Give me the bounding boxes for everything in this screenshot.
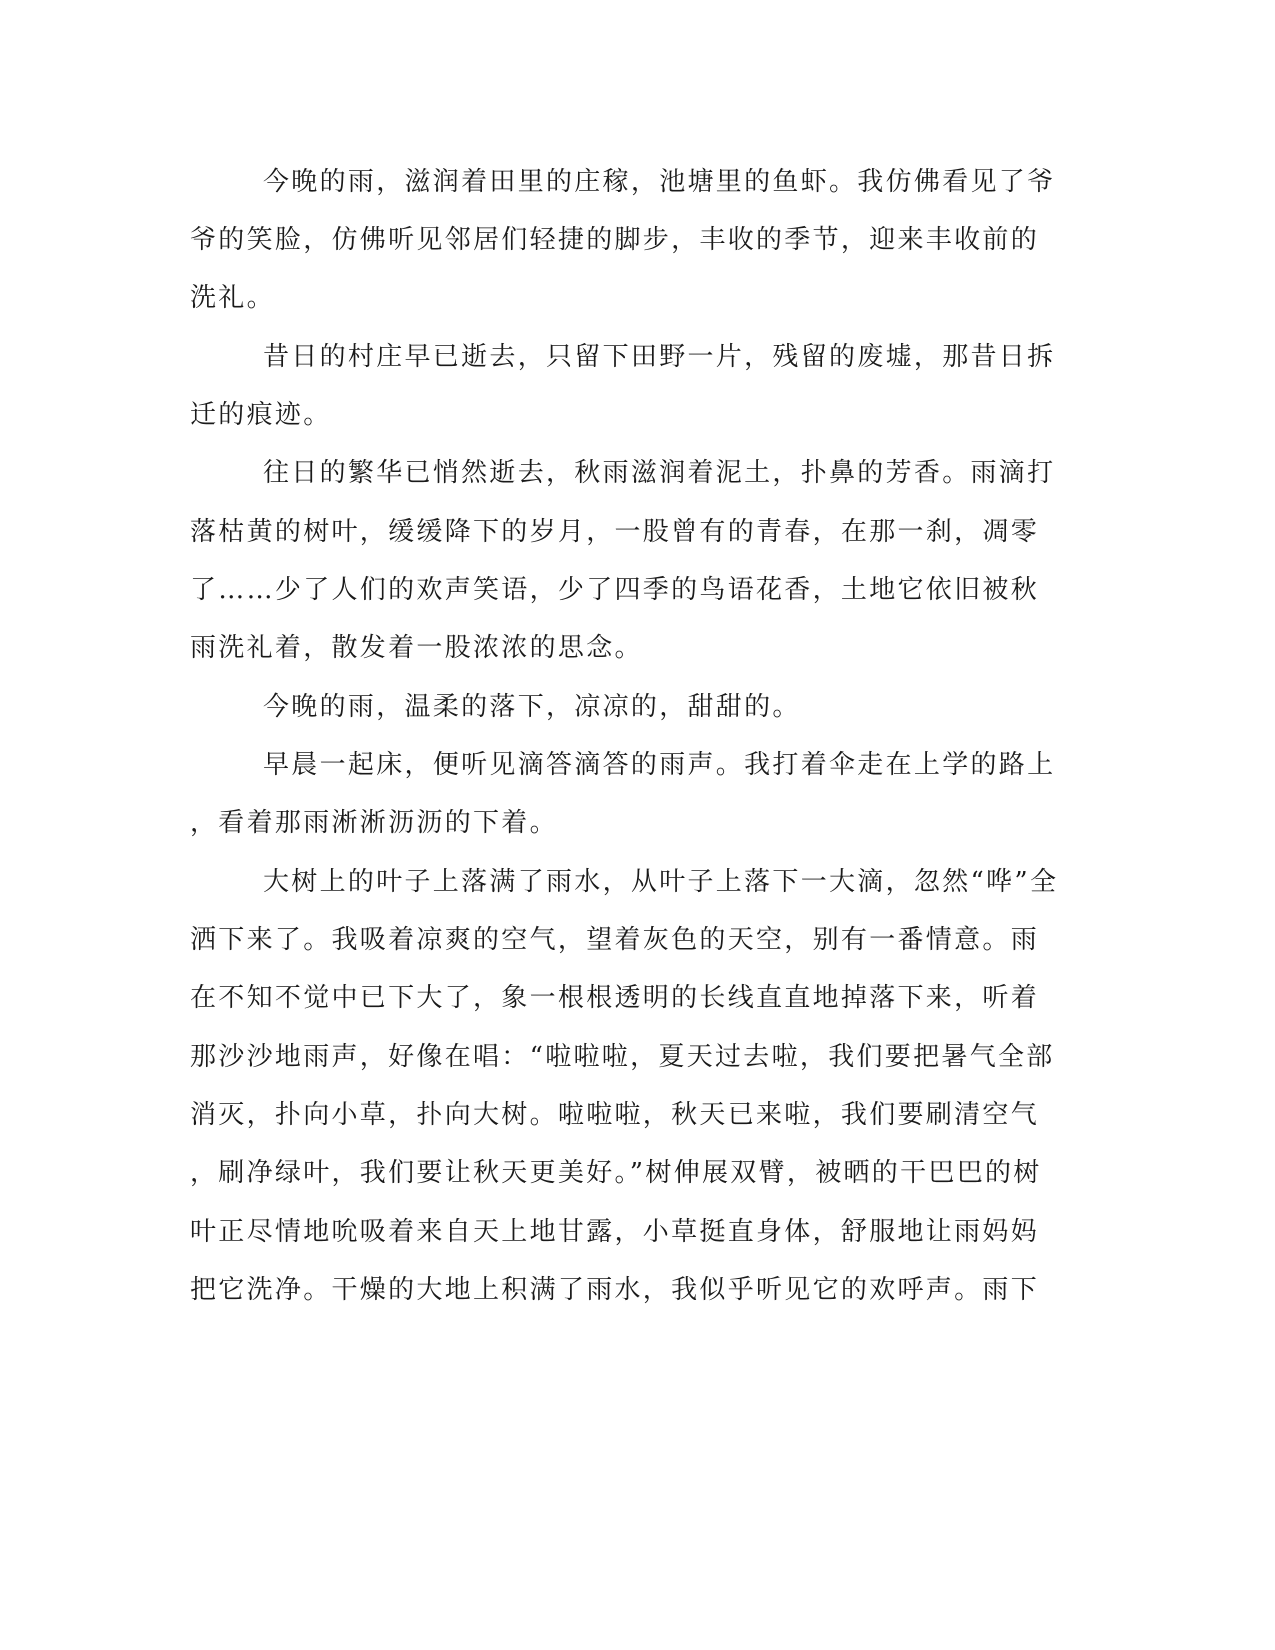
text-line: 在不知不觉中已下大了，象一根根透明的长线直直地掉落下来，听着	[190, 983, 1040, 1013]
text-line: 昔日的村庄早已逝去，只留下田野一片，残留的废墟，那昔日拆	[263, 342, 1056, 372]
text-line: ，刷净绿叶，我们要让秋天更美好。”树伸展双臂，被晒的干巴巴的树	[190, 1158, 1042, 1188]
text-line: 大树上的叶子上落满了雨水，从叶子上落下一大滴，忽然“哗”全	[263, 867, 1059, 897]
text-line: 雨洗礼着，散发着一股浓浓的思念。	[190, 633, 643, 663]
text-line: 了……少了人们的欢声笑语，少了四季的鸟语花香，土地它依旧被秋	[190, 575, 1040, 605]
text-line: 往日的繁华已悄然逝去，秋雨滋润着泥土，扑鼻的芳香。雨滴打	[263, 458, 1056, 488]
text-line: 今晚的雨，温柔的落下，凉凉的，甜甜的。	[263, 692, 801, 722]
text-line: 那沙沙地雨声，好像在唱：“啦啦啦，夏天过去啦，我们要把暑气全部	[190, 1042, 1055, 1072]
text-line: 叶正尽情地吮吸着来自天上地甘露，小草挺直身体，舒服地让雨妈妈	[190, 1217, 1040, 1247]
text-line: 洗礼。	[190, 283, 275, 313]
text-line: 落枯黄的树叶，缓缓降下的岁月，一股曾有的青春，在那一刹，凋零	[190, 517, 1040, 547]
text-line: 把它洗净。干燥的大地上积满了雨水，我似乎听见它的欢呼声。雨下	[190, 1275, 1040, 1305]
text-line: 爷的笑脸，仿佛听见邻居们轻捷的脚步，丰收的季节，迎来丰收前的	[190, 225, 1040, 255]
text-line: 洒下来了。我吸着凉爽的空气，望着灰色的天空，别有一番情意。雨	[190, 925, 1040, 955]
text-line: 早晨一起床，便听见滴答滴答的雨声。我打着伞走在上学的路上	[263, 750, 1056, 780]
text-line: 迁的痕迹。	[190, 400, 332, 430]
text-line: 今晚的雨，滋润着田里的庄稼，池塘里的鱼虾。我仿佛看见了爷	[263, 167, 1056, 197]
text-line: ，看着那雨淅淅沥沥的下着。	[190, 808, 558, 838]
text-line: 消灭，扑向小草，扑向大树。啦啦啦，秋天已来啦，我们要刷清空气	[190, 1100, 1040, 1130]
